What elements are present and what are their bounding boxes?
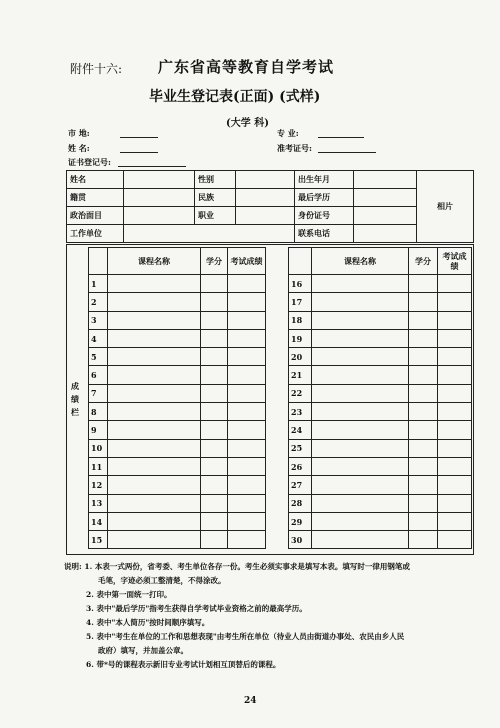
course-row bbox=[89, 531, 266, 549]
row-number: 11 bbox=[89, 457, 108, 475]
course-cell[interactable] bbox=[312, 275, 409, 293]
info-table bbox=[66, 170, 474, 243]
course-cell[interactable] bbox=[312, 311, 409, 329]
score-cell[interactable] bbox=[438, 512, 472, 530]
score-cell[interactable] bbox=[228, 329, 266, 347]
ethnic-value[interactable] bbox=[236, 189, 295, 207]
row-number: 29 bbox=[289, 512, 312, 530]
score-cell[interactable] bbox=[438, 476, 472, 494]
course-row bbox=[289, 403, 472, 421]
course-cell[interactable] bbox=[108, 275, 201, 293]
course-cell[interactable] bbox=[108, 512, 201, 530]
political-value[interactable] bbox=[124, 207, 195, 225]
course-cell[interactable] bbox=[312, 494, 409, 512]
score-cell[interactable] bbox=[228, 275, 266, 293]
birth-value[interactable] bbox=[354, 171, 417, 189]
row-number: 2 bbox=[89, 293, 108, 311]
score-cell[interactable] bbox=[438, 275, 472, 293]
credit-cell[interactable] bbox=[201, 384, 228, 402]
score-cell[interactable] bbox=[438, 384, 472, 402]
job-value[interactable] bbox=[236, 207, 295, 225]
course-row bbox=[289, 329, 472, 347]
row-number: 23 bbox=[289, 403, 312, 421]
course-cell[interactable] bbox=[108, 293, 201, 311]
score-cell[interactable] bbox=[438, 366, 472, 384]
course-table-left bbox=[88, 247, 266, 549]
note-line: 6. 带*号的课程表示新旧专业考试计划相互顶替后的课程。 bbox=[86, 660, 281, 669]
course-row bbox=[289, 348, 472, 366]
credit-cell[interactable] bbox=[409, 348, 438, 366]
score-cell[interactable] bbox=[228, 366, 266, 384]
row-number: 7 bbox=[89, 384, 108, 402]
course-cell[interactable] bbox=[108, 403, 201, 421]
row-number: 24 bbox=[289, 421, 312, 439]
row-number: 4 bbox=[89, 329, 108, 347]
credit-cell[interactable] bbox=[409, 293, 438, 311]
credit-cell[interactable] bbox=[409, 439, 438, 457]
work-unit-value[interactable] bbox=[124, 225, 295, 243]
score-cell[interactable] bbox=[228, 439, 266, 457]
education-cell: 最后学历 bbox=[295, 189, 354, 207]
credit-cell[interactable] bbox=[409, 311, 438, 329]
course-cell[interactable] bbox=[108, 476, 201, 494]
row-number: 6 bbox=[89, 366, 108, 384]
credit-cell[interactable] bbox=[409, 512, 438, 530]
course-cell[interactable] bbox=[312, 512, 409, 530]
side-char: 绩 bbox=[71, 394, 79, 404]
credit-cell[interactable] bbox=[201, 403, 228, 421]
score-cell[interactable] bbox=[438, 457, 472, 475]
credit-cell[interactable] bbox=[409, 329, 438, 347]
score-cell[interactable] bbox=[228, 476, 266, 494]
credit-cell[interactable] bbox=[409, 476, 438, 494]
row-number: 25 bbox=[289, 439, 312, 457]
credit-cell[interactable] bbox=[409, 457, 438, 475]
course-cell[interactable] bbox=[312, 531, 409, 549]
score-cell[interactable] bbox=[228, 348, 266, 366]
major-label: 专 业: bbox=[277, 128, 299, 138]
course-row bbox=[89, 366, 266, 384]
course-cell[interactable] bbox=[312, 457, 409, 475]
score-cell[interactable] bbox=[228, 293, 266, 311]
course-row bbox=[89, 494, 266, 512]
credit-cell[interactable] bbox=[409, 531, 438, 549]
row-number: 1 bbox=[89, 275, 108, 293]
course-header: 课程名称 bbox=[108, 248, 201, 275]
course-cell[interactable] bbox=[312, 293, 409, 311]
credit-cell[interactable] bbox=[201, 494, 228, 512]
course-table-right bbox=[288, 247, 472, 549]
course-row bbox=[289, 366, 472, 384]
score-cell[interactable] bbox=[438, 421, 472, 439]
score-cell[interactable] bbox=[438, 403, 472, 421]
scores-side-label bbox=[68, 380, 82, 419]
city-line bbox=[120, 137, 158, 138]
job-cell: 职业 bbox=[195, 207, 236, 225]
course-row bbox=[89, 348, 266, 366]
course-row bbox=[89, 421, 266, 439]
credit-header: 学分 bbox=[409, 248, 438, 275]
row-number: 13 bbox=[89, 494, 108, 512]
score-cell[interactable] bbox=[228, 311, 266, 329]
score-cell[interactable] bbox=[228, 457, 266, 475]
credit-cell[interactable] bbox=[409, 494, 438, 512]
course-cell[interactable] bbox=[108, 348, 201, 366]
credit-cell[interactable] bbox=[201, 531, 228, 549]
credit-cell[interactable] bbox=[201, 512, 228, 530]
course-cell[interactable] bbox=[312, 384, 409, 402]
credit-cell[interactable] bbox=[409, 366, 438, 384]
credit-cell[interactable] bbox=[201, 293, 228, 311]
major-line bbox=[318, 137, 364, 138]
education-value[interactable] bbox=[354, 189, 417, 207]
row-number: 18 bbox=[289, 311, 312, 329]
attachment-label: 附件十六: bbox=[70, 62, 123, 76]
row-number: 17 bbox=[289, 293, 312, 311]
course-cell[interactable] bbox=[312, 476, 409, 494]
score-cell[interactable] bbox=[228, 384, 266, 402]
course-row bbox=[289, 476, 472, 494]
credit-cell[interactable] bbox=[409, 275, 438, 293]
row-number: 30 bbox=[289, 531, 312, 549]
course-cell[interactable] bbox=[108, 457, 201, 475]
course-row bbox=[89, 329, 266, 347]
course-cell[interactable] bbox=[108, 494, 201, 512]
page-number: 24 bbox=[244, 696, 257, 706]
credit-cell[interactable] bbox=[201, 421, 228, 439]
row-number: 22 bbox=[289, 384, 312, 402]
course-cell[interactable] bbox=[312, 329, 409, 347]
score-cell[interactable] bbox=[228, 512, 266, 530]
political-cell: 政治面目 bbox=[67, 207, 124, 225]
form-subtitle: 毕业生登记表(正面) (式样) bbox=[149, 89, 321, 105]
work-unit-cell: 工作单位 bbox=[67, 225, 124, 243]
id-no-cell: 身份证号 bbox=[295, 207, 354, 225]
row-number: 14 bbox=[89, 512, 108, 530]
course-row bbox=[89, 275, 266, 293]
course-row bbox=[289, 457, 472, 475]
credit-cell[interactable] bbox=[201, 366, 228, 384]
credit-cell[interactable] bbox=[201, 439, 228, 457]
score-cell[interactable] bbox=[438, 293, 472, 311]
course-row bbox=[289, 439, 472, 457]
credit-cell[interactable] bbox=[201, 348, 228, 366]
cert-no-label: 证书登记号: bbox=[68, 157, 111, 167]
note-line: 3. 表中"最后学历"指考生获得自学考试毕业资格之前的最高学历。 bbox=[86, 604, 307, 613]
course-cell[interactable] bbox=[108, 531, 201, 549]
course-row bbox=[89, 293, 266, 311]
score-cell[interactable] bbox=[438, 531, 472, 549]
row-number: 8 bbox=[89, 403, 108, 421]
form-title: 广东省高等教育自学考试 bbox=[158, 58, 335, 76]
note-line: 5. 表中"考生在单位的工作和思想表现"由考生所在单位（待业人员由街道办事处、农民由乡人民 bbox=[86, 632, 405, 641]
credit-cell[interactable] bbox=[409, 421, 438, 439]
row-number: 12 bbox=[89, 476, 108, 494]
ethnic-cell: 民族 bbox=[195, 189, 236, 207]
score-cell[interactable] bbox=[228, 403, 266, 421]
course-cell[interactable] bbox=[312, 403, 409, 421]
side-char: 成 bbox=[71, 381, 79, 391]
phone-value[interactable] bbox=[354, 225, 417, 243]
photo-cell: 相片 bbox=[417, 171, 474, 243]
course-row bbox=[289, 384, 472, 402]
course-row bbox=[89, 384, 266, 402]
credit-cell[interactable] bbox=[201, 476, 228, 494]
course-header: 课程名称 bbox=[312, 248, 409, 275]
birth-cell: 出生年月 bbox=[295, 171, 354, 189]
course-cell[interactable] bbox=[312, 348, 409, 366]
row-number: 16 bbox=[289, 275, 312, 293]
id-no-value[interactable] bbox=[354, 207, 417, 225]
level-label: (大学 科) bbox=[226, 118, 269, 129]
credit-cell[interactable] bbox=[201, 275, 228, 293]
exam-no-label: 准考证号: bbox=[277, 143, 312, 153]
course-cell[interactable] bbox=[108, 329, 201, 347]
row-number: 3 bbox=[89, 311, 108, 329]
course-cell[interactable] bbox=[108, 421, 201, 439]
row-number: 15 bbox=[89, 531, 108, 549]
note-line: 4. 表中"本人简历"按时间顺序填写。 bbox=[86, 618, 210, 627]
exam-no-line bbox=[318, 152, 376, 153]
course-row bbox=[289, 512, 472, 530]
cert-no-line bbox=[118, 166, 186, 167]
gender-value[interactable] bbox=[236, 171, 295, 189]
course-row bbox=[289, 293, 472, 311]
side-char: 栏 bbox=[71, 407, 79, 417]
row-number: 26 bbox=[289, 457, 312, 475]
course-row bbox=[89, 403, 266, 421]
row-number: 21 bbox=[289, 366, 312, 384]
phone-cell: 联系电话 bbox=[295, 225, 354, 243]
course-cell[interactable] bbox=[312, 366, 409, 384]
score-cell[interactable] bbox=[228, 494, 266, 512]
credit-cell[interactable] bbox=[409, 384, 438, 402]
course-cell[interactable] bbox=[108, 384, 201, 402]
credit-cell[interactable] bbox=[201, 329, 228, 347]
course-row bbox=[289, 311, 472, 329]
score-cell[interactable] bbox=[438, 439, 472, 457]
course-row bbox=[89, 476, 266, 494]
course-row bbox=[89, 512, 266, 530]
credit-cell[interactable] bbox=[201, 311, 228, 329]
course-row bbox=[289, 421, 472, 439]
name-cell: 姓名 bbox=[67, 171, 124, 189]
city-label: 市 地: bbox=[68, 128, 90, 138]
row-number: 19 bbox=[289, 329, 312, 347]
score-cell[interactable] bbox=[438, 311, 472, 329]
course-cell[interactable] bbox=[312, 439, 409, 457]
native-cell: 籍贯 bbox=[67, 189, 124, 207]
course-row bbox=[89, 311, 266, 329]
row-number: 10 bbox=[89, 439, 108, 457]
score-cell[interactable] bbox=[438, 494, 472, 512]
note-line: 2. 表中第一面统一打印。 bbox=[86, 590, 172, 599]
score-cell[interactable] bbox=[228, 421, 266, 439]
course-cell[interactable] bbox=[108, 439, 201, 457]
name-line bbox=[120, 152, 158, 153]
name-value[interactable] bbox=[124, 171, 195, 189]
course-cell[interactable] bbox=[108, 311, 201, 329]
row-number: 27 bbox=[289, 476, 312, 494]
row-number: 20 bbox=[289, 348, 312, 366]
course-cell[interactable] bbox=[312, 421, 409, 439]
row-number: 9 bbox=[89, 421, 108, 439]
gender-cell: 性别 bbox=[195, 171, 236, 189]
credit-cell[interactable] bbox=[201, 457, 228, 475]
note-line: 说明: 1. 本表一式两份，省考委、考生单位各存一份。考生必须实事求是填写本表。填写时一律用钢笔或 bbox=[64, 562, 410, 571]
native-value[interactable] bbox=[124, 189, 195, 207]
credit-header: 学分 bbox=[201, 248, 228, 275]
course-row bbox=[289, 275, 472, 293]
row-number: 28 bbox=[289, 494, 312, 512]
course-row bbox=[289, 494, 472, 512]
name-field-label: 姓 名: bbox=[68, 143, 90, 153]
note-line: 政府）填写，并加盖公章。 bbox=[98, 646, 188, 655]
score-cell[interactable] bbox=[438, 348, 472, 366]
no-header bbox=[289, 248, 312, 275]
credit-cell[interactable] bbox=[409, 403, 438, 421]
score-header: 考试成绩 bbox=[438, 248, 472, 275]
instructions bbox=[64, 560, 410, 672]
course-cell[interactable] bbox=[108, 366, 201, 384]
note-line: 毛笔，字迹必须工整清楚，不得涂改。 bbox=[98, 576, 226, 585]
course-row bbox=[289, 531, 472, 549]
score-cell[interactable] bbox=[438, 329, 472, 347]
row-number: 5 bbox=[89, 348, 108, 366]
score-header: 考试成绩 bbox=[228, 248, 266, 275]
no-header bbox=[89, 248, 108, 275]
score-cell[interactable] bbox=[228, 531, 266, 549]
course-row bbox=[89, 457, 266, 475]
course-row bbox=[89, 439, 266, 457]
